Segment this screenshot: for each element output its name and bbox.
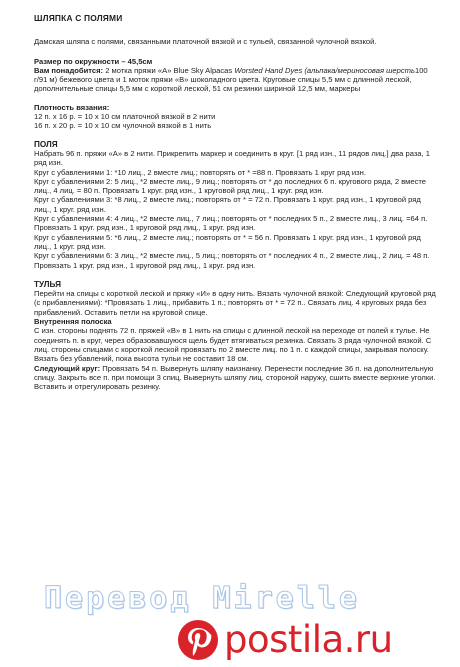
gauge-line-1: 12 п. х 16 р. = 10 х 10 см платочной вязкой в 2 нити	[34, 112, 216, 122]
next-round-paragraph	[34, 364, 439, 392]
brim-round-3: Круг с убавлениями 3: *8 лиц., 2 вместе лиц.; повторять от * = 72 п. Провязать 1 круг. ряд изн., 1 круговой ряд лиц., 1 круг. ряд изн.	[34, 195, 421, 214]
brim-round-5: Круг с убавлениями 5: *6 лиц., 2 вместе лиц.; повторять от * = 56 п. Провязать 1 круг. ряд изн., 1 круговой ряд лиц., 1 круг. ряд изн.	[34, 232, 421, 251]
postila-logo-text: postila.ru	[224, 618, 393, 661]
materials-label: Вам понадобится:	[34, 65, 104, 75]
brim-heading: ПОЛЯ	[34, 139, 58, 149]
crown-intro: Перейти на спицы с короткой леской и пряжу «И» в одну нить. Вязать чулочной вязкой: Следующий круговой ряд (с прибавлениями): *Провязать 1 лиц., прибавить 1 п.; повторять от * = 72 п.. Связать лиц. 4 круговых ряда без прибавлений. Оставить петли на круговой спице.	[34, 289, 436, 317]
inner-strip-text: С изн. стороны поднять 72 п. пряжей «В» в 1 нить на спицы с длинной леской на переходе от полей к тулье. Не соединять п. в круг, через образовавшуюся щель будет втягиваться резинка. Связать 3 ряда чулочной вязкой. С лиц. стороны спицами с короткой леской провязать по 2 вместе лиц. по 1 п. с каждой спицы, закрывая полоску. Вязать без убавлений, пока высота тульи не составит 18 см.	[34, 326, 432, 364]
next-round-label: Следующий круг:	[34, 363, 101, 373]
gauge-label: Плотность вязания:	[34, 102, 110, 112]
brim-round-1: Круг с убавлениями 1: *10 лиц., 2 вместе лиц.; повторять от * =88 п. Провязать 1 круг ряд изн.	[34, 167, 366, 177]
brim-round-4: Круг с убавлениями 4: 4 лиц., *2 вместе лиц., 7 лиц.; повторять от * последних 5 п., 2 вместе лиц., 3 лиц. =64 п. Провязать 1 круг. ряд изн., 1 круговой ряд лиц., 1 круг. ряд изн.	[34, 214, 428, 233]
materials-italic: Worsted Hand Dyes (альпака/мериносовая шерсть	[234, 65, 415, 75]
size-line: Размер по окружности – 45,5см	[34, 56, 153, 66]
brim-round-2: Круг с убавлениями 2: 5 лиц., *2 вместе лиц., 9 лиц.; повторять от * до последних 6 п. кругового ряда, 2 вместе лиц., 4 лиц. = 80 п. Провязать 1 круг. ряд изн., 1 круговой ряд лиц., 1 круг. ряд изн.	[34, 176, 427, 196]
inner-strip-heading: Внутренняя полоска	[34, 317, 112, 327]
materials-text-1: 2 мотка пряжи «А» Blue Sky Alpacas	[103, 65, 235, 75]
postila-pin-icon	[178, 620, 218, 660]
materials-paragraph	[34, 66, 439, 94]
crown-heading: ТУЛЬЯ	[34, 279, 61, 289]
page-title: ШЛЯПКА С ПОЛЯМИ	[34, 13, 123, 23]
next-round-text: Провязать 54 п. Вывернуть шляпу наизнанку. Перенести последние 36 п. на дополнительную спицу. Закрыть все п. при помощи 3 спиц. Вывернуть шляпу лиц. стороной наружу, сшить вместе верхние уголки. Вставить и отрегулировать резинку.	[34, 363, 436, 392]
brim-round-6: Круг с убавлениями 6: 3 лиц., *2 вместе лиц., 5 лиц.; повторять от * последних 4 п., 2 вместе лиц., 2 лиц. = 48 п. Провязать 1 круг. ряд изн., 1 круговой ряд лиц., 1 круг. ряд изн.	[34, 251, 430, 270]
intro-text: Дамская шляпа с полями, связанными платочной вязкой и с тульей, связанной чулочной вязкой.	[34, 37, 377, 47]
brim-cast-on: Набрать 96 п. пряжи «А» в 2 нити. Прикрепить маркер и соединить в круг. [1 ряд изн., 11 рядов лиц.] два раза, 1 ряд изн.	[34, 148, 430, 168]
document-page	[34, 14, 439, 391]
materials-text-2: 100 г/91 м) бежевого цвета и 1 моток пряжи «В» шоколадного цвета. Круговые спицы 5,5 мм с длинной леской, дополнительные спицы 5,5 мм с короткой леской, 51 см резинки шириной 12,5 мм, маркеры	[34, 65, 428, 94]
gauge-line-2: 16 п. х 20 р. = 10 х 10 см чулочной вязкой в 1 нить	[34, 121, 212, 131]
postila-logo[interactable]	[178, 618, 393, 662]
translator-watermark: Перевод Mirelle	[44, 581, 360, 616]
